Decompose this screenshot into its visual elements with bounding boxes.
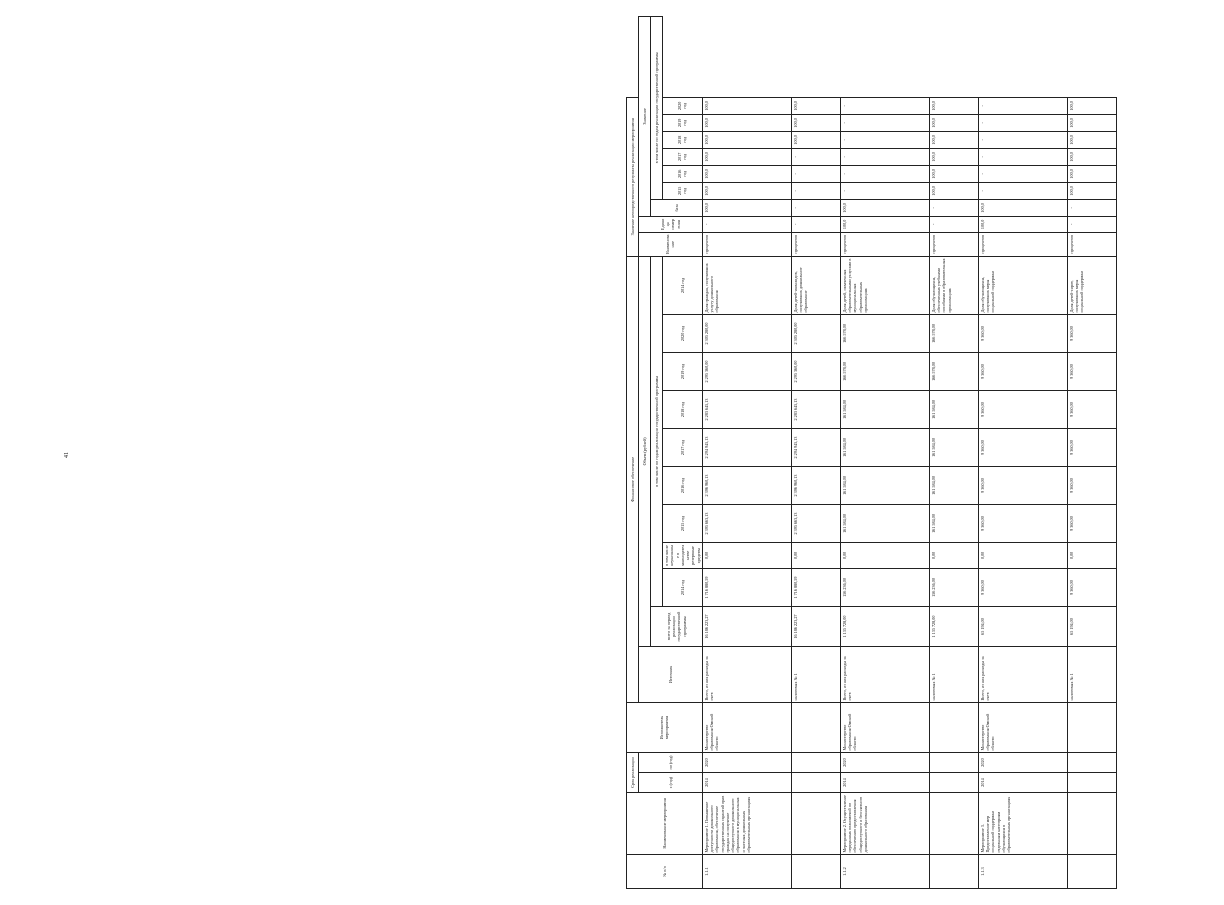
col-2019-header: 2019 год (663, 353, 703, 391)
col-unit-header: Единица измерения (639, 216, 703, 232)
cell-end (1067, 753, 1116, 773)
cell-source: Всего, из них расходы за счет: (702, 647, 791, 703)
cell-special: 0,00 (978, 543, 1067, 569)
cell-ind-name: Доля обучающихся, получивших меры социальной поддержки (978, 256, 1067, 314)
cell-y2018: 2 283 645,13 (791, 391, 840, 429)
cell-start: 2014 (840, 773, 929, 793)
cell-indicator-value: - (978, 97, 1067, 114)
cell-unit: процентов (978, 232, 1067, 256)
cell-name (791, 793, 840, 855)
cell-executor: Министерство образования Омской области (978, 703, 1067, 753)
cell-indicator-value: 100,0 (702, 131, 791, 148)
table-row (840, 17, 929, 889)
cell-y2017: 2 294 945,13 (702, 429, 791, 467)
header-row-2 (639, 17, 651, 889)
cell-y2016: 9 360,00 (1067, 467, 1116, 505)
cell-y2015: 161 584,00 (929, 505, 978, 543)
cell-base: 100,0 (840, 216, 929, 232)
cell-end: 2020 (702, 753, 791, 773)
cell-y2016: 161 584,00 (929, 467, 978, 505)
cell-ind-name: Доля обучающихся, обеспеченных учебными пособиями в образовательных организациях (929, 256, 978, 314)
cell-ind-name: Доля граждан, получивших услугу дошкольного образования (702, 256, 791, 314)
cell-y2018: 9 360,00 (978, 391, 1067, 429)
cell-indicator-value: - (978, 165, 1067, 182)
cell-total: 1 135 728,00 (929, 607, 978, 647)
col-2018-header: 2018 год (663, 391, 703, 429)
cell-indicator-value: 100,0 (1067, 131, 1116, 148)
cell-unit: процентов (1067, 232, 1116, 256)
cell-y2014: 9 360,00 (1067, 569, 1116, 607)
cell-y2014: 1 716 880,59 (791, 569, 840, 607)
cell-source: Всего, из них расходы за счет: (978, 647, 1067, 703)
cell-indicator-value: 100,0 (1067, 148, 1116, 165)
cell-y2016: 9 360,00 (978, 467, 1067, 505)
cell-indicator-value: - (791, 182, 840, 199)
cell-name: Мероприятие 3. Предоставление мер социальной поддержки отдельным категориям обучающихся в образовательных организациях (978, 793, 1067, 855)
cell-base: - (929, 216, 978, 232)
col-ind-name-header: Наименование (639, 232, 703, 256)
col-name-header: Наименование мероприятия (627, 793, 703, 855)
col-2017-header: 2017 год (663, 429, 703, 467)
cell-unit: процентов (840, 232, 929, 256)
col-i2019-header: 2019 год (663, 114, 703, 131)
cell-unit: процентов (929, 232, 978, 256)
cell-special: 0,00 (840, 543, 929, 569)
cell-indicator-value: 100,0 (791, 131, 840, 148)
cell-y2015: 161 584,00 (840, 505, 929, 543)
cell-executor (1067, 703, 1116, 753)
cell-y2016: 2 396 960,13 (791, 467, 840, 505)
cell-ind-name: Доля детей-сирот, получивших меры социальной поддержки (1067, 256, 1116, 314)
cell-indicator-value: - (840, 182, 929, 199)
cell-y2014: 9 360,00 (978, 569, 1067, 607)
cell-y2015: 2 395 663,13 (702, 505, 791, 543)
cell-y2019: 2 295 360,00 (702, 353, 791, 391)
cell-indicator-value: - (791, 165, 840, 182)
cell-unit: процентов (791, 232, 840, 256)
col-financing-header: Финансовое обеспечение (627, 256, 639, 702)
cell-start (929, 773, 978, 793)
cell-indicator-value: - (978, 131, 1067, 148)
cell-indicator-value: 100,0 (702, 97, 791, 114)
col-i2020-header: 2020 год (663, 97, 703, 114)
cell-y2018: 9 360,00 (1067, 391, 1116, 429)
cell-no: 1.1.2 (840, 855, 929, 889)
cell-indicator-value: - (840, 97, 929, 114)
col-i2017-header: 2017 год (663, 148, 703, 165)
cell-indicator-value: - (840, 114, 929, 131)
col-i2016-header: 2016 год (663, 165, 703, 182)
col-i2015-header: 2015 год (663, 182, 703, 199)
cell-no: 1.1.1 (702, 855, 791, 889)
col-total-header: всего за период реализации государственной программы (651, 607, 703, 647)
col-byyears-header: в том числе по годам реализации государственной программы (651, 256, 663, 606)
col-no-header: № п/п (627, 855, 703, 889)
cell-executor (929, 703, 978, 753)
cell-y2015: 9 360,00 (1067, 505, 1116, 543)
cell-total: 16 186 223,27 (791, 607, 840, 647)
cell-indicator-value: 100,0 (702, 182, 791, 199)
cell-end (791, 753, 840, 773)
program-activities-table (626, 16, 1117, 889)
cell-indicator-value: - (840, 148, 929, 165)
cell-special: 0,00 (791, 543, 840, 569)
cell-y2020: 2 305 280,00 (791, 315, 840, 353)
cell-no (929, 855, 978, 889)
cell-total: 1 135 728,00 (840, 607, 929, 647)
cell-special: 0,00 (702, 543, 791, 569)
table-row (1067, 17, 1116, 889)
cell-y2017: 2 294 945,13 (791, 429, 840, 467)
cell-source: Всего, из них расходы за счет: (840, 647, 929, 703)
header-row-1 (627, 17, 639, 889)
cell-source: налоговых № 1 (791, 647, 840, 703)
cell-y2017: 161 584,00 (840, 429, 929, 467)
table-body (702, 17, 1116, 889)
table-row (978, 17, 1067, 889)
cell-y2018: 161 584,00 (929, 391, 978, 429)
cell-unit: процентов (702, 232, 791, 256)
cell-y2019: 166 578,00 (840, 353, 929, 391)
col-volume-header: Объем (рублей) (639, 256, 651, 646)
cell-y2015: 9 360,00 (978, 505, 1067, 543)
cell-base: - (791, 216, 840, 232)
cell-indicator-value: 100,0 (1067, 97, 1116, 114)
cell-indicator-value: - (1067, 199, 1116, 216)
col-indicator-header: Значение непосредственного результата реализации мероприятия (627, 97, 639, 256)
cell-base: - (702, 216, 791, 232)
cell-name: Мероприятие 1. Повышение доступности дошкольного образования, обеспечение государственных гарантий прав граждан на получение общедоступного дошкольного образования в муниципальных и частных дошкольных образовательных организациях (702, 793, 791, 855)
cell-name (1067, 793, 1116, 855)
col-2014-header: 2014 год (663, 569, 703, 607)
col-2016-header: 2016 год (663, 467, 703, 505)
cell-y2014: 156 236,00 (840, 569, 929, 607)
cell-y2020: 9 360,00 (978, 315, 1067, 353)
cell-y2017: 9 360,00 (1067, 429, 1116, 467)
cell-indicator-value: 100,0 (978, 199, 1067, 216)
col-base-header: база (651, 199, 703, 216)
cell-indicator-value: - (929, 199, 978, 216)
table-row (702, 17, 791, 889)
cell-indicator-value: 100,0 (929, 148, 978, 165)
col-i2014-header: 2014 год (663, 256, 703, 314)
cell-ind-name: Доля детей, охваченных образовательными услугами в муниципальных образовательных организациях (840, 256, 929, 314)
cell-indicator-value: 100,0 (929, 97, 978, 114)
cell-start (1067, 773, 1116, 793)
cell-indicator-value: 100,0 (1067, 182, 1116, 199)
cell-no (791, 855, 840, 889)
col-i2018-header: 2018 год (663, 131, 703, 148)
cell-y2014: 156 236,00 (929, 569, 978, 607)
cell-indicator-value: 100,0 (929, 131, 978, 148)
cell-y2020: 9 360,00 (1067, 315, 1116, 353)
cell-total: 65 194,00 (1067, 607, 1116, 647)
col-ind-years-header: в том числе по годам реализации государственной программы (651, 17, 663, 200)
cell-y2018: 161 584,00 (840, 391, 929, 429)
cell-y2019: 166 578,00 (929, 353, 978, 391)
col-end-header: по (год) (639, 753, 703, 773)
cell-y2016: 2 396 960,13 (702, 467, 791, 505)
cell-indicator-value: 100,0 (791, 97, 840, 114)
cell-name: Мероприятие 2. Осуществление переданных полномочий по обеспечению предоставления общедоступного и бесплатного дошкольного образования (840, 793, 929, 855)
cell-indicator-value: 100,0 (1067, 114, 1116, 131)
col-value-header: Значение (639, 17, 651, 217)
cell-start: 2014 (978, 773, 1067, 793)
cell-indicator-value: 100,0 (929, 114, 978, 131)
cell-source: налоговых № 1 (1067, 647, 1116, 703)
cell-source: налоговых № 1 (929, 647, 978, 703)
col-special-header: в том числе неуказанные в законодательстве резервные средства (663, 543, 703, 569)
cell-y2020: 2 305 280,00 (702, 315, 791, 353)
cell-indicator-value: 100,0 (840, 199, 929, 216)
col-2020-header: 2020 год (663, 315, 703, 353)
cell-indicator-value: 100,0 (929, 182, 978, 199)
table-row (929, 17, 978, 889)
cell-start: 2014 (702, 773, 791, 793)
cell-executor (791, 703, 840, 753)
cell-special: 0,00 (1067, 543, 1116, 569)
cell-indicator-value: 100,0 (929, 165, 978, 182)
cell-indicator-value: 100,0 (702, 199, 791, 216)
col-2015-header: 2015 год (663, 505, 703, 543)
page-number: 41 (64, 452, 70, 458)
cell-indicator-value: - (840, 131, 929, 148)
cell-indicator-value: 100,0 (702, 148, 791, 165)
cell-y2019: 9 360,00 (1067, 353, 1116, 391)
cell-end: 2020 (840, 753, 929, 773)
cell-y2016: 161 584,00 (840, 467, 929, 505)
cell-end: 2020 (978, 753, 1067, 773)
cell-indicator-value: - (791, 148, 840, 165)
rotated-table-container (626, 16, 1224, 889)
cell-special: 0,00 (929, 543, 978, 569)
cell-indicator-value: 100,0 (702, 114, 791, 131)
cell-no: 1.1.3 (978, 855, 1067, 889)
cell-ind-name: Доля детей-инвалидов, получивших дошкольное образование (791, 256, 840, 314)
cell-y2019: 9 360,00 (978, 353, 1067, 391)
cell-indicator-value: - (978, 148, 1067, 165)
cell-end (929, 753, 978, 773)
cell-start (791, 773, 840, 793)
cell-y2017: 9 360,00 (978, 429, 1067, 467)
cell-no (1067, 855, 1116, 889)
cell-indicator-value: 100,0 (791, 114, 840, 131)
cell-base: - (1067, 216, 1116, 232)
cell-y2017: 161 584,00 (929, 429, 978, 467)
cell-indicator-value: - (978, 114, 1067, 131)
cell-y2014: 1 716 880,59 (702, 569, 791, 607)
cell-y2015: 2 395 663,13 (791, 505, 840, 543)
cell-indicator-value: - (978, 182, 1067, 199)
col-executor-header: Исполнитель мероприятия (627, 703, 703, 753)
cell-indicator-value: 100,0 (702, 165, 791, 182)
cell-y2020: 166 578,00 (840, 315, 929, 353)
cell-y2020: 166 578,00 (929, 315, 978, 353)
cell-indicator-value: 100,0 (1067, 165, 1116, 182)
col-period-header: Срок реализации (627, 753, 639, 793)
cell-y2018: 2 283 645,13 (702, 391, 791, 429)
cell-indicator-value: - (840, 165, 929, 182)
col-source-header: Источник (639, 647, 703, 703)
cell-indicator-value: - (791, 199, 840, 216)
col-start-header: с (год) (639, 773, 703, 793)
cell-y2019: 2 295 360,00 (791, 353, 840, 391)
cell-executor: Министерство образования Омской области (840, 703, 929, 753)
cell-base: 100,0 (978, 216, 1067, 232)
cell-total: 16 186 223,27 (702, 607, 791, 647)
cell-total: 65 194,00 (978, 607, 1067, 647)
cell-executor: Министерство образования Омской области (702, 703, 791, 753)
table-row (791, 17, 840, 889)
cell-name (929, 793, 978, 855)
